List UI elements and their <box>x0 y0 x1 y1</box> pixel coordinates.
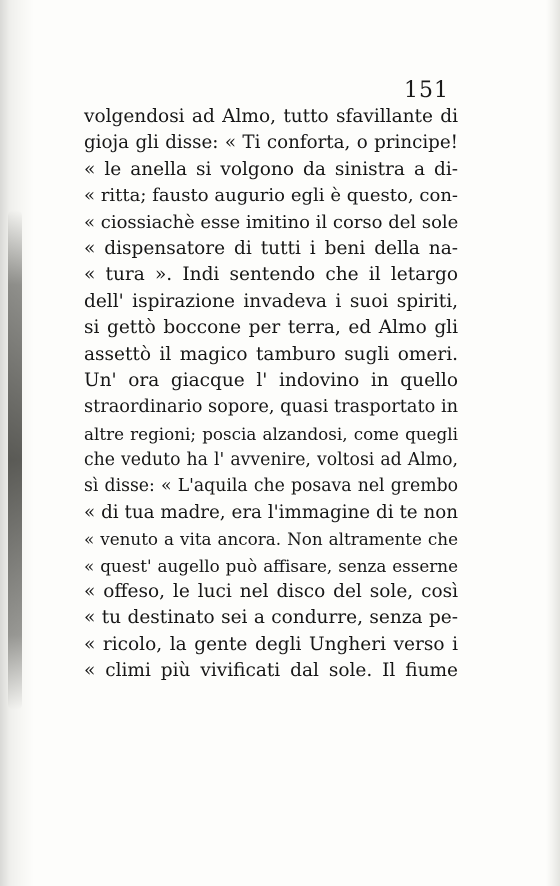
binding-stain <box>8 210 22 710</box>
page-edge-shadow <box>546 0 560 886</box>
text-line: « offeso, le luci nel disco del sole, così <box>84 581 458 603</box>
text-line: sì disse: « L'aquila che posava nel grembo <box>84 476 458 497</box>
text-line: « di tua madre, era l'immagine di te non <box>84 501 458 523</box>
text-line: che veduto ha l' avvenire, voltosi ad Almo, <box>84 450 458 471</box>
text-line: altre regioni; poscia alzandosi, come quegli <box>84 423 458 444</box>
text-line: « ciossiachè esse imitino il corso del sole <box>84 211 459 233</box>
text-line: « ritta; fausto augurio egli è questo, con- <box>84 185 458 207</box>
text-line: « tura ». Indi sentendo che il letargo <box>84 264 458 286</box>
text-line: si gettò boccone per terra, ed Almo gli <box>84 317 458 339</box>
text-line: « quest' augello può affisare, senza esserne <box>84 555 458 576</box>
text-line: gioja gli disse: « Ti conforta, o principe! <box>84 132 458 154</box>
text-line: volgendosi ad Almo, tutto sfavillante di <box>84 106 458 127</box>
text-line: « climi più vivificati dal sole. Il fiume <box>84 660 458 682</box>
text-line: straordinario sopore, quasi trasportato in <box>84 397 459 418</box>
body-text <box>84 104 458 685</box>
text-line: « venuto a vita ancora. Non altramente che <box>84 529 458 550</box>
text-line: « ricolo, la gente degli Ungheri verso i <box>84 633 458 655</box>
page-number: 151 <box>404 78 449 103</box>
text-line: assettò il magico tamburo sugli omeri. <box>84 343 458 365</box>
text-line: « dispensatore di tutti i beni della na- <box>84 237 458 259</box>
text-line: « tu destinato sei a condurre, senza pe- <box>84 607 458 629</box>
text-line: « le anella si volgono da sinistra a di- <box>84 158 458 180</box>
text-line: dell' ispirazione invadeva i suoi spiriti, <box>84 290 458 312</box>
text-line: Un' ora giacque l' indovino in quello <box>84 369 458 391</box>
